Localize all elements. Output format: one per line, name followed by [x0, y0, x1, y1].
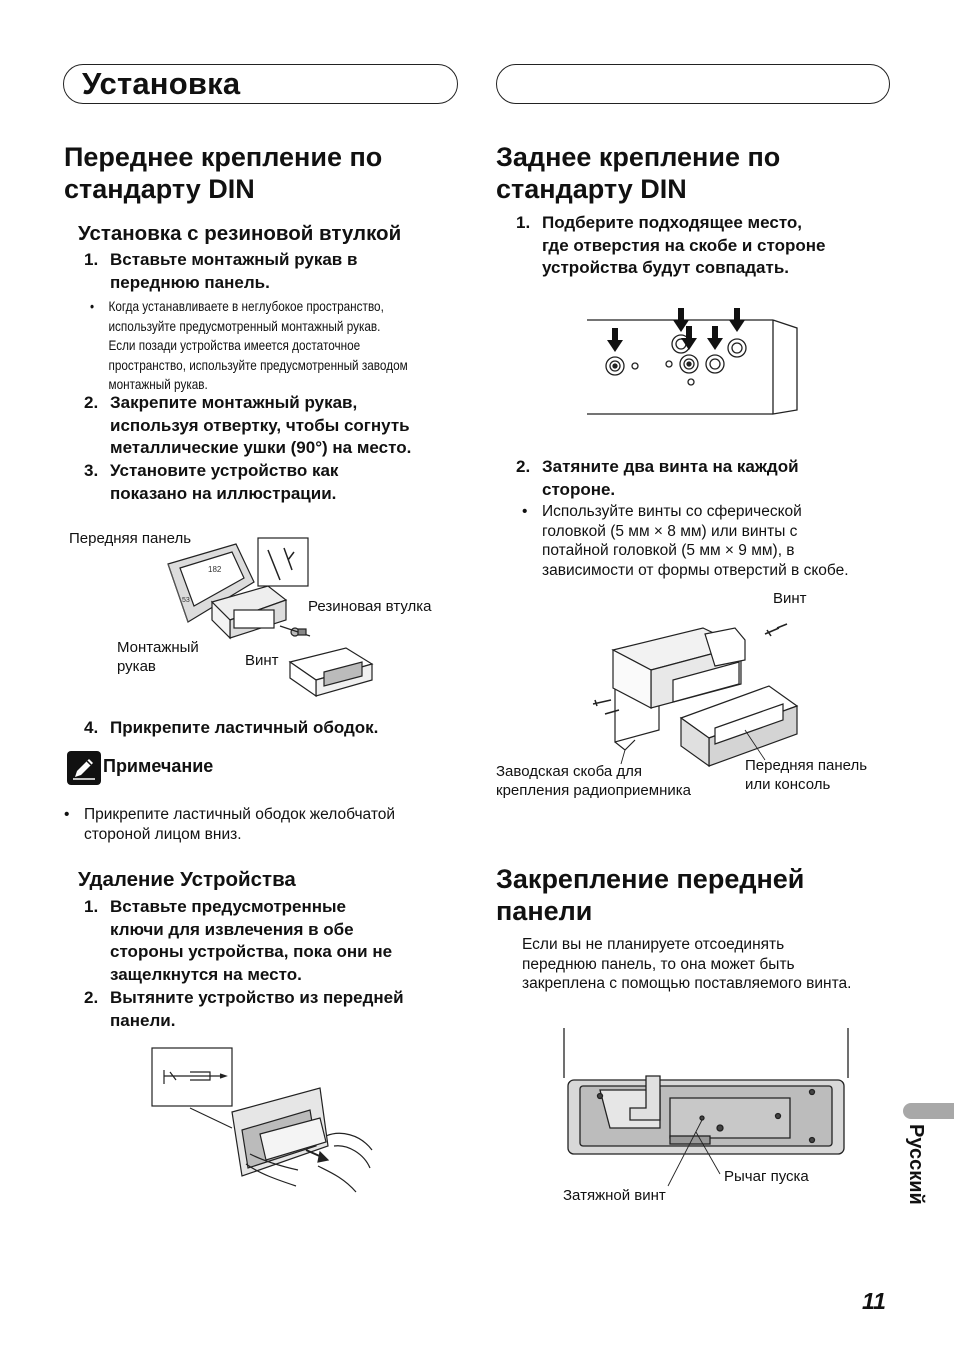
step-line: Установите устройство как — [110, 461, 339, 480]
screw-icon — [593, 700, 611, 706]
subheading-rubber-bush: Установка с резиновой втулкой — [78, 222, 402, 245]
step-text — [110, 392, 470, 460]
language-tab — [903, 1103, 954, 1119]
step-number: 2. — [84, 988, 99, 1007]
step-number: 1. — [84, 897, 99, 916]
step-number: 3. — [84, 461, 99, 480]
step-line: защелкнутся на место. — [110, 964, 302, 984]
body-line: переднюю панель, то она может быть — [522, 955, 795, 973]
section-title-line: панели — [496, 896, 593, 926]
bullet-line: головкой (5 мм × 8 мм) или винты с — [542, 522, 798, 540]
bullet-line: Когда устанавливаете в неглубокое пространство, — [108, 298, 384, 314]
section-title-line: стандарту DIN — [496, 174, 687, 204]
figure-removal — [150, 1046, 380, 1196]
step-text — [110, 249, 470, 294]
step-line: стороне. — [542, 479, 616, 499]
hole-group-1 — [606, 357, 638, 375]
section-title-rear-din — [496, 141, 780, 205]
section-header-right — [496, 64, 890, 104]
label-fixing-screw: Затяжной винт — [563, 1187, 666, 1204]
step-line: переднюю панель. — [110, 272, 270, 292]
label-screw-rear: Винт — [773, 590, 807, 607]
step-line: используя отвертку, чтобы согнуть — [110, 415, 410, 435]
figure-hole-alignment — [585, 306, 805, 418]
step-number: 1. — [84, 250, 99, 269]
page-number: 11 — [862, 1288, 886, 1314]
step-line: Вставьте монтажный рукав в — [110, 250, 358, 269]
step-line: Вставьте предусмотренные — [110, 897, 346, 916]
arrow-down-icon — [607, 328, 623, 352]
bullet-line: зависимости от формы отверстий в скобе. — [542, 561, 849, 579]
step-line: стороны устройства, пока они не — [110, 942, 393, 961]
step-line: устройства будут совпадать. — [542, 258, 789, 277]
label-rubber-bush: Резиновая втулка — [308, 598, 432, 615]
section-title-line: стандарту DIN — [64, 174, 255, 204]
step-line: где отверстия на скобе и стороне — [542, 235, 826, 255]
step-number: 2. — [516, 457, 531, 476]
step-line: ключи для извлечения в обе — [110, 919, 354, 939]
screw-icon — [777, 624, 787, 628]
arrow-down-icon — [681, 326, 697, 350]
step-text — [542, 456, 902, 501]
label-line: или консоль — [745, 776, 831, 793]
subheading-removal: Удаление Устройства — [78, 868, 296, 891]
step-text — [110, 460, 470, 505]
front-panel-body — [522, 935, 902, 994]
figure-unit-underside — [560, 1028, 852, 1158]
step-line: Затяните два винта на каждой — [542, 457, 799, 476]
bullet-line: Прикрепите ластичный ободок желобчатой — [84, 806, 396, 823]
bullet-line: пространство, используйте предусмотренный заводом — [108, 356, 408, 373]
label-line: крепления радиоприемника — [496, 782, 691, 799]
figure-rear-mount — [585, 610, 805, 770]
step-number: 1. — [516, 213, 531, 232]
body-line: закреплена с помощью поставляемого винта. — [522, 975, 852, 992]
bullet-text — [542, 502, 902, 580]
step-line: Закрепите монтажный рукав, — [110, 393, 358, 412]
figure-front-din-mount — [150, 530, 380, 700]
step-text — [110, 987, 470, 1032]
arrow-down-icon — [729, 308, 745, 332]
bullet-dot: • — [90, 298, 95, 314]
label-screw-left: Винт — [245, 652, 279, 669]
section-title-line: Переднее крепление по — [64, 142, 383, 172]
bullet-line: используйте предусмотренный монтажный рукав. — [108, 317, 381, 334]
bullet-text — [84, 805, 464, 844]
note-title: Примечание — [103, 756, 214, 776]
bullet-line: монтажный рукав. — [108, 376, 208, 392]
bullet-line: стороной лицом вниз. — [84, 825, 242, 843]
step-text — [110, 896, 470, 986]
bullet-text — [108, 297, 511, 395]
release-lever-icon — [717, 1125, 723, 1131]
inset-screwdriver — [258, 538, 308, 586]
language-label: Русский — [905, 1124, 927, 1205]
step-text — [542, 212, 902, 280]
section-title-front-panel-fix — [496, 863, 804, 927]
screw-icon — [765, 628, 779, 636]
label-line: Монтажный — [117, 639, 199, 656]
note-pencil-icon — [67, 751, 101, 785]
step-line: панели. — [110, 1010, 176, 1030]
arrow-down-icon — [707, 326, 723, 350]
bullet-line: Используйте винты со сферической — [542, 503, 802, 520]
step-line: Вытяните устройство из передней — [110, 988, 404, 1007]
label-line: Заводская скоба для — [496, 763, 642, 780]
label-release-lever: Рычаг пуска — [724, 1168, 809, 1185]
label-line: рукав — [117, 658, 156, 675]
panel-number: 182 — [208, 565, 222, 574]
section-title-line: Закрепление передней — [496, 864, 805, 894]
label-line: Передняя панель — [745, 757, 868, 774]
step-number: 2. — [84, 393, 99, 412]
label-front-panel: Передняя панель — [69, 530, 192, 547]
section-title-line: Заднее крепление по — [496, 142, 781, 172]
step-number: 4. — [84, 718, 99, 737]
panel-side-number: 53 — [182, 597, 190, 604]
bullet-dot: • — [522, 503, 528, 520]
step-line: Подберите подходящее место, — [542, 213, 803, 232]
section-header-left — [63, 64, 458, 104]
bullet-dot: • — [64, 806, 70, 823]
step-line: показано на иллюстрации. — [110, 483, 337, 503]
step-line: металлические ушки (90°) на место. — [110, 438, 412, 457]
body-line: Если вы не планируете отсоединять — [522, 936, 785, 953]
bullet-line: потайной головкой (5 мм × 9 мм), в — [542, 542, 795, 559]
page-title: Установка — [82, 66, 241, 101]
bullet-line: Если позади устройства имеется достаточное — [108, 337, 361, 353]
step-text: Прикрепите ластичный ободок. — [110, 718, 379, 737]
section-title-front-din — [64, 141, 382, 205]
